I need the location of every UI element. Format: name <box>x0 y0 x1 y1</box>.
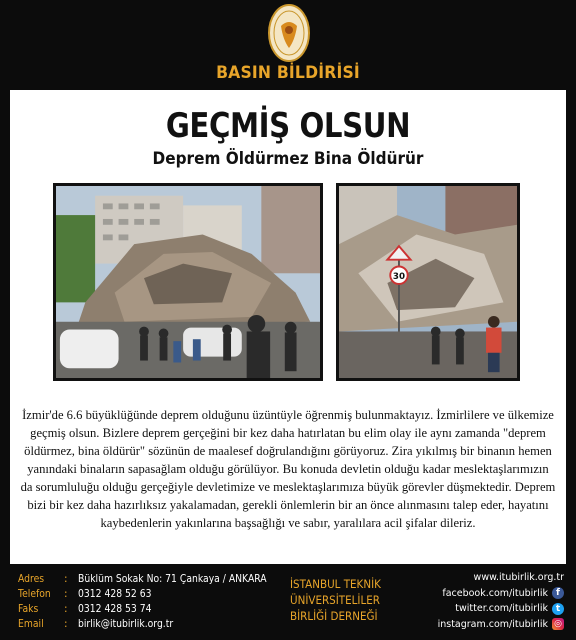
contact-phone <box>18 587 292 602</box>
earthquake-photo-left <box>53 183 323 381</box>
press-release-body: İzmir'de 6.6 büyüklüğünde deprem olduğunu üzüntüyle öğrenmiş bulunmaktayız. İzmirlilere ve ülkemize geçmiş olsun. Bizlere deprem gerçeğini bir kez daha hatırlatan bu elim olay ile aynı zamanda "deprem öldürmez, bina öldürür" sözünün de maalesef doğrulandığını görüyoruz. Zira yıkılmış bir binanın hemen yanındaki binaların sapasağlam olduğu görülüyor. Bu konuda devletin olduğu kadar meslektaşlarımızın da sorumluluğu olduğu gerçeğiyle devletimize ve meslektaşlarımıza büyük görevler düşmektedir. Deprem bizi bir kez daha hazırlıksız yakalamadan, gerekli önlemlerin bir an önce alınmasını talep eder, hayatını kaybedenlerin yakınlarına başsağlığı ve sabır, yaralılara acil şifalar dileriz. <box>20 408 556 530</box>
address-value: Büklüm Sokak No: 71 Çankaya / ANKARA <box>78 573 267 585</box>
contact-colon: : <box>64 618 68 630</box>
contact-colon: : <box>64 573 68 585</box>
website-text[interactable]: www.itubirlik.org.tr <box>473 572 564 583</box>
contact-label: Email <box>18 618 44 630</box>
instagram-icon[interactable]: ◎ <box>552 618 564 630</box>
org-line: İSTANBUL TEKNİK <box>290 577 381 591</box>
footer <box>0 566 576 640</box>
facebook-text[interactable]: facebook.com/itubirlik <box>442 587 548 599</box>
contact-colon: : <box>64 603 68 615</box>
twitter-text[interactable]: twitter.com/itubirlik <box>455 603 548 614</box>
contact-info <box>18 572 292 632</box>
contact-email <box>18 617 292 632</box>
website-link[interactable] <box>438 570 564 586</box>
page-title: GEÇMİŞ OLSUN <box>165 106 411 146</box>
org-line: ÜNİVERSİTELİLER <box>290 593 380 607</box>
contact-colon: : <box>64 588 68 600</box>
earthquake-photo-right <box>336 183 520 381</box>
header <box>0 0 576 90</box>
instagram-link[interactable] <box>438 617 564 633</box>
organization-name <box>290 576 381 624</box>
speed-sign-text: 30 <box>392 272 406 283</box>
twitter-icon[interactable]: t <box>552 603 564 615</box>
social-links <box>438 570 564 632</box>
instagram-text[interactable]: instagram.com/itubirlik <box>437 618 548 630</box>
fax-value: 0312 428 53 74 <box>78 603 152 615</box>
contact-address <box>18 572 292 587</box>
press-release-card <box>10 90 566 564</box>
page-subtitle: Deprem Öldürmez Bina Öldürür <box>152 149 424 169</box>
phone-value: 0312 428 52 63 <box>78 588 152 600</box>
contact-label: Telefon <box>18 588 51 600</box>
facebook-link[interactable] <box>438 586 564 602</box>
facebook-icon[interactable]: f <box>552 587 564 599</box>
email-link[interactable]: birlik@itubirlik.org.tr <box>78 618 174 630</box>
contact-label: Faks <box>18 603 39 615</box>
twitter-link[interactable] <box>438 601 564 617</box>
contact-fax <box>18 602 292 617</box>
press-release-banner: BASIN BİLDİRİSİ <box>216 63 360 83</box>
org-line: BİRLİĞİ DERNEĞİ <box>290 609 378 623</box>
contact-label: Adres <box>18 573 45 585</box>
logo-emblem <box>268 4 310 62</box>
